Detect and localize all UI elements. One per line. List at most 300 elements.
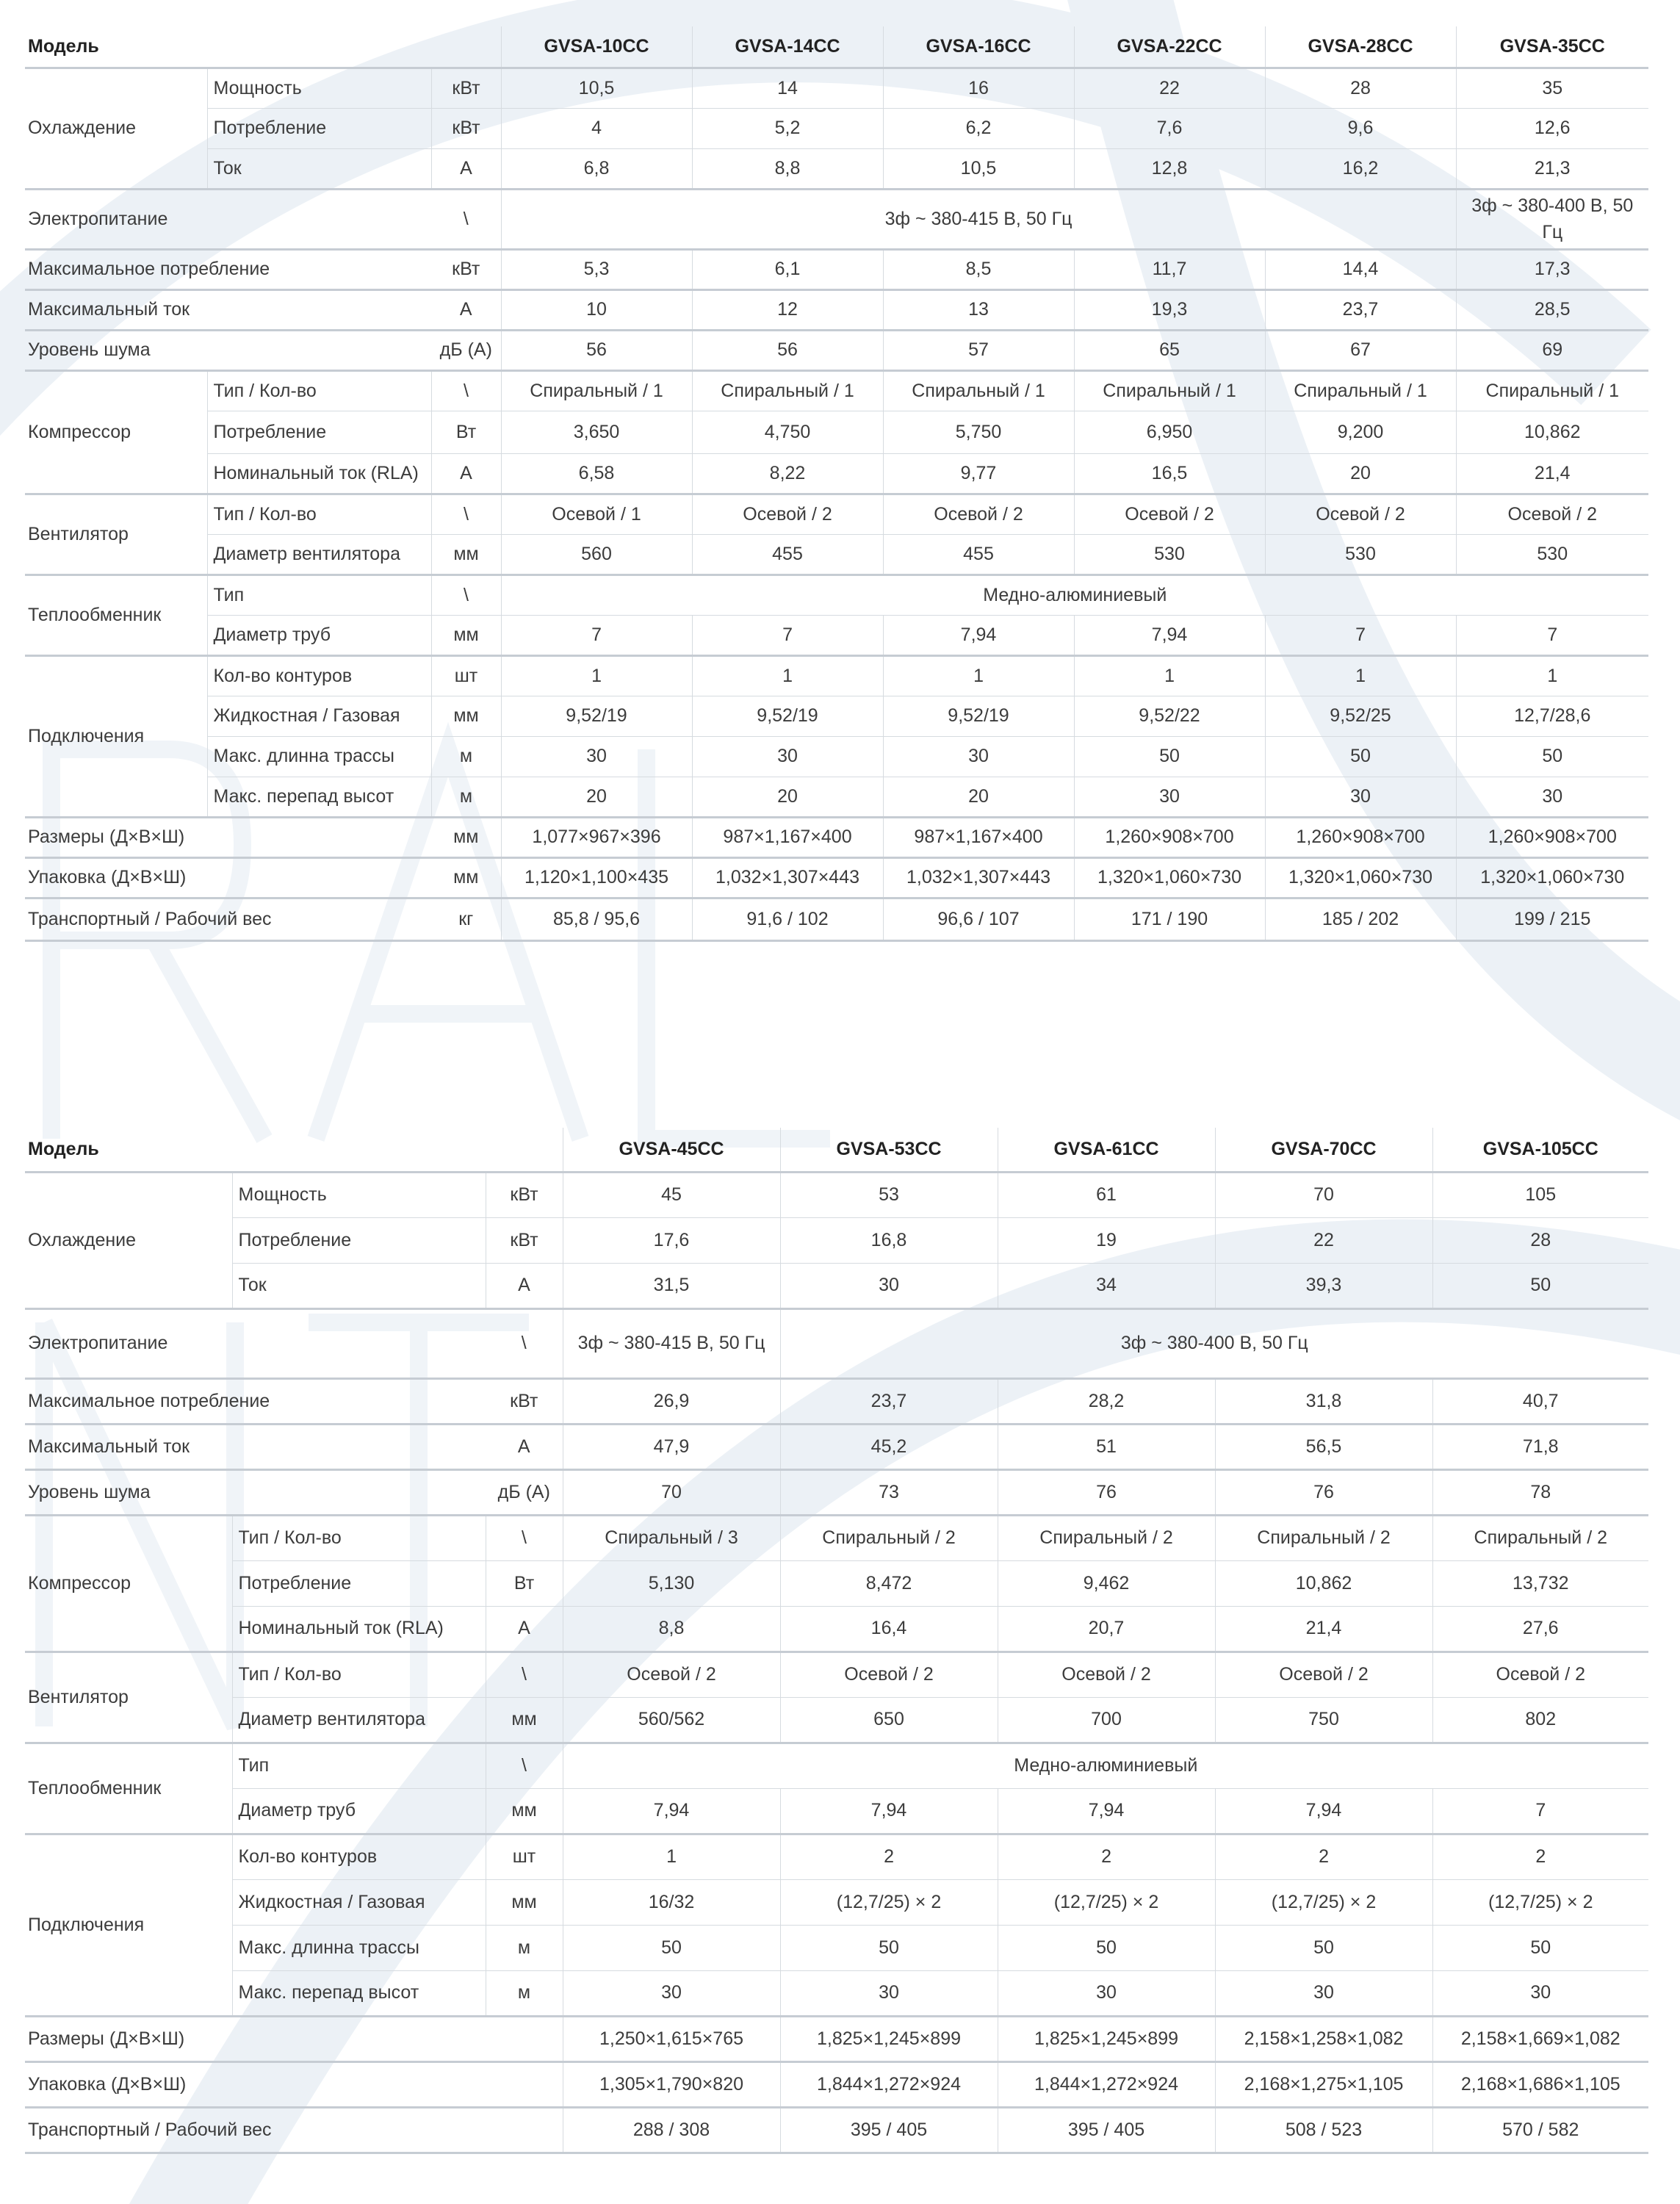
value-cell: 1	[563, 1834, 780, 1879]
value-cell: 8,8	[563, 1606, 780, 1652]
value-cell: Спиральный / 2	[780, 1515, 998, 1560]
cooling-label: Охлаждение	[25, 68, 207, 189]
param-label: Диаметр труб	[232, 1788, 486, 1834]
param-label: Тип / Кол-во	[232, 1515, 486, 1560]
value-cell: 7,94	[883, 615, 1074, 655]
value-cell: 50	[563, 1925, 780, 1970]
package-label: Упаковка (Д×В×Ш)	[25, 2061, 486, 2107]
value-cell: 7,94	[1074, 615, 1265, 655]
value-cell: 12,6	[1456, 108, 1648, 148]
value-cell: 35	[1456, 68, 1648, 108]
value-cell: 395 / 405	[780, 2107, 998, 2153]
value-cell: Спиральный / 2	[1215, 1515, 1432, 1560]
dimensions-row	[25, 2016, 1648, 2061]
value-cell: 50	[1432, 1925, 1648, 1970]
param-label: Ток	[207, 148, 431, 189]
fan-label: Вентилятор	[25, 1652, 232, 1743]
value-cell: 802	[1432, 1697, 1648, 1743]
value-cell: 50	[1215, 1925, 1432, 1970]
value-cell: Осевой / 2	[563, 1652, 780, 1697]
model-name: GVSA-28CC	[1265, 26, 1456, 68]
value-cell: 2	[1215, 1834, 1432, 1879]
param-label: Макс. перепад высот	[207, 777, 431, 817]
model-spacer	[486, 1128, 563, 1172]
compressor-label: Компрессор	[25, 370, 207, 494]
value-cell: 5,2	[692, 108, 883, 148]
value-cell: 185 / 202	[1265, 898, 1456, 940]
value-cell: 7	[501, 615, 692, 655]
value-cell: 1,320×1,060×730	[1456, 857, 1648, 898]
value-cell: 47,9	[563, 1424, 780, 1469]
unit-label: кг	[431, 898, 501, 940]
value-cell: 40,7	[1432, 1378, 1648, 1424]
value-cell: 21,3	[1456, 148, 1648, 189]
unit-label: мм	[431, 817, 501, 857]
value-cell: 1	[501, 655, 692, 696]
value-cell: 34	[998, 1263, 1215, 1308]
param-label: Диаметр вентилятора	[232, 1697, 486, 1743]
model-name: GVSA-16CC	[883, 26, 1074, 68]
value-cell: 7	[1265, 615, 1456, 655]
value-cell: 700	[998, 1697, 1215, 1743]
value-cell: 1,032×1,307×443	[692, 857, 883, 898]
cooling-capacity-row	[25, 1172, 1648, 1217]
value-cell: 22	[1074, 68, 1265, 108]
unit-label: кВт	[431, 68, 501, 108]
max-power-row	[25, 249, 1648, 289]
value-cell: 28	[1432, 1217, 1648, 1263]
value-cell: 20	[883, 777, 1074, 817]
value-cell: 6,58	[501, 453, 692, 494]
value-cell: 53	[780, 1172, 998, 1217]
value-cell: 28	[1265, 68, 1456, 108]
package-label: Упаковка (Д×В×Ш)	[25, 857, 431, 898]
cooling-consumption-row	[25, 1217, 1648, 1263]
compressor-rla-row	[25, 1606, 1648, 1652]
value-cell: 7,94	[1215, 1788, 1432, 1834]
value-cell: 78	[1432, 1469, 1648, 1515]
value-cell: 30	[883, 736, 1074, 777]
max-current-label: Максимальный ток	[25, 289, 431, 330]
model-name: GVSA-70CC	[1215, 1128, 1432, 1172]
unit-label: А	[431, 148, 501, 189]
value-cell: 3,650	[501, 411, 692, 453]
param-label: Кол-во контуров	[207, 655, 431, 696]
value-cell: 56,5	[1215, 1424, 1432, 1469]
exchanger-label: Теплообменник	[25, 1743, 232, 1834]
power-supply-value: 3ф ~ 380-415 В, 50 Гц	[563, 1308, 780, 1378]
max-height-row	[25, 1970, 1648, 2016]
unit-label: А	[486, 1606, 563, 1652]
param-label: Макс. длинна трассы	[232, 1925, 486, 1970]
value-cell: 7,94	[998, 1788, 1215, 1834]
unit-label: м	[431, 736, 501, 777]
noise-row	[25, 1469, 1648, 1515]
value-cell: 22	[1215, 1217, 1432, 1263]
circuits-row	[25, 655, 1648, 696]
value-cell: 23,7	[1265, 289, 1456, 330]
value-cell: 1,305×1,790×820	[563, 2061, 780, 2107]
value-cell: 21,4	[1456, 453, 1648, 494]
value-cell: 2,158×1,258×1,082	[1215, 2016, 1432, 2061]
unit-label: \	[431, 494, 501, 534]
param-label: Потребление	[207, 108, 431, 148]
value-cell: (12,7/25) × 2	[780, 1879, 998, 1925]
value-cell: 508 / 523	[1215, 2107, 1432, 2153]
value-cell: (12,7/25) × 2	[1215, 1879, 1432, 1925]
unit-label: \	[486, 1743, 563, 1788]
value-cell: 50	[780, 1925, 998, 1970]
param-label: Тип / Кол-во	[232, 1652, 486, 1697]
value-cell: 1,825×1,245×899	[998, 2016, 1215, 2061]
value-cell: 1	[1074, 655, 1265, 696]
value-cell: 30	[1456, 777, 1648, 817]
value-cell: 2	[998, 1834, 1215, 1879]
fan-diameter-row	[25, 534, 1648, 575]
value-cell: Спиральный / 1	[1456, 370, 1648, 411]
value-cell: Осевой / 2	[692, 494, 883, 534]
param-label: Номинальный ток (RLA)	[207, 453, 431, 494]
value-cell: 45,2	[780, 1424, 998, 1469]
value-cell: Осевой / 2	[780, 1652, 998, 1697]
model-name: GVSA-22CC	[1074, 26, 1265, 68]
value-cell: 76	[1215, 1469, 1432, 1515]
cooling-label: Охлаждение	[25, 1172, 232, 1308]
value-cell: 56	[501, 330, 692, 370]
package-row	[25, 2061, 1648, 2107]
unit-label: м	[486, 1925, 563, 1970]
value-cell: Спиральный / 1	[1265, 370, 1456, 411]
dimensions-row	[25, 817, 1648, 857]
value-cell: 7	[1432, 1788, 1648, 1834]
value-cell: 987×1,167×400	[692, 817, 883, 857]
value-cell: 7,6	[1074, 108, 1265, 148]
unit-label: \	[486, 1652, 563, 1697]
value-cell: 26,9	[563, 1378, 780, 1424]
fan-type-row	[25, 494, 1648, 534]
param-label: Потребление	[232, 1560, 486, 1606]
value-cell: 67	[1265, 330, 1456, 370]
value-cell: 1	[1265, 655, 1456, 696]
value-cell: 650	[780, 1697, 998, 1743]
unit-label: \	[431, 575, 501, 615]
unit-label: мм	[431, 696, 501, 736]
value-cell: 28,2	[998, 1378, 1215, 1424]
value-cell: 10,5	[501, 68, 692, 108]
max-current-row	[25, 289, 1648, 330]
value-cell: 530	[1456, 534, 1648, 575]
model-header-row	[25, 26, 1648, 68]
value-cell: 9,462	[998, 1560, 1215, 1606]
value-cell: 30	[780, 1263, 998, 1308]
value-cell: 70	[563, 1469, 780, 1515]
value-cell: Осевой / 2	[1215, 1652, 1432, 1697]
unit-label: дБ (А)	[431, 330, 501, 370]
value-cell: 16/32	[563, 1879, 780, 1925]
compressor-rla-row	[25, 453, 1648, 494]
value-cell: 1,077×967×396	[501, 817, 692, 857]
value-cell: 19	[998, 1217, 1215, 1263]
value-cell: 6,950	[1074, 411, 1265, 453]
value-cell: 56	[692, 330, 883, 370]
dimensions-label: Размеры (Д×В×Ш)	[25, 2016, 486, 2061]
value-cell: 1,844×1,272×924	[998, 2061, 1215, 2107]
value-cell: 455	[692, 534, 883, 575]
value-cell: 1,120×1,100×435	[501, 857, 692, 898]
power-supply-row	[25, 1308, 1648, 1378]
value-cell: 50	[1456, 736, 1648, 777]
value-cell: (12,7/25) × 2	[998, 1879, 1215, 1925]
unit-label: кВт	[431, 108, 501, 148]
value-cell: 1,032×1,307×443	[883, 857, 1074, 898]
value-cell: 7	[1456, 615, 1648, 655]
value-cell: 30	[563, 1970, 780, 2016]
exchanger-label: Теплообменник	[25, 575, 207, 655]
max-current-row	[25, 1424, 1648, 1469]
value-cell: 1	[883, 655, 1074, 696]
value-cell: Спиральный / 2	[1432, 1515, 1648, 1560]
connections-label: Подключения	[25, 1834, 232, 2016]
value-cell: 1,825×1,245×899	[780, 2016, 998, 2061]
unit-label: А	[431, 289, 501, 330]
power-supply-row	[25, 189, 1648, 249]
max-height-row	[25, 777, 1648, 817]
unit-label: Вт	[486, 1560, 563, 1606]
model-name: GVSA-10CC	[501, 26, 692, 68]
unit-label: А	[486, 1263, 563, 1308]
value-cell: 30	[1265, 777, 1456, 817]
value-cell: 91,6 / 102	[692, 898, 883, 940]
max-power-row	[25, 1378, 1648, 1424]
value-cell: 14	[692, 68, 883, 108]
circuits-row	[25, 1834, 1648, 1879]
value-cell: 57	[883, 330, 1074, 370]
param-label: Мощность	[232, 1172, 486, 1217]
unit-label: мм	[431, 857, 501, 898]
value-cell: 31,5	[563, 1263, 780, 1308]
weight-row	[25, 898, 1648, 940]
value-cell: 1	[692, 655, 883, 696]
value-cell: 30	[998, 1970, 1215, 2016]
value-cell: 570 / 582	[1432, 2107, 1648, 2153]
value-cell: 1,260×908×700	[1265, 817, 1456, 857]
value-cell: 30	[692, 736, 883, 777]
exchanger-type-value: Медно-алюминиевый	[563, 1743, 1648, 1788]
value-cell: 21,4	[1215, 1606, 1432, 1652]
value-cell: 8,5	[883, 249, 1074, 289]
value-cell: 4	[501, 108, 692, 148]
value-cell: 5,130	[563, 1560, 780, 1606]
param-label: Жидкостная / Газовая	[207, 696, 431, 736]
value-cell: 199 / 215	[1456, 898, 1648, 940]
value-cell: 10,5	[883, 148, 1074, 189]
value-cell: 20	[1265, 453, 1456, 494]
unit-label: \	[486, 1515, 563, 1560]
value-cell: 1,250×1,615×765	[563, 2016, 780, 2061]
model-name: GVSA-53CC	[780, 1128, 998, 1172]
value-cell: 19,3	[1074, 289, 1265, 330]
value-cell: 560/562	[563, 1697, 780, 1743]
unit-label	[486, 2016, 563, 2061]
value-cell: 1,320×1,060×730	[1074, 857, 1265, 898]
model-header-row	[25, 1128, 1648, 1172]
value-cell: 750	[1215, 1697, 1432, 1743]
unit-label	[486, 2107, 563, 2153]
value-cell: 20	[692, 777, 883, 817]
spec-table-2	[25, 1128, 1648, 2154]
param-label: Тип / Кол-во	[207, 370, 431, 411]
cooling-capacity-row	[25, 68, 1648, 108]
param-label: Номинальный ток (RLA)	[232, 1606, 486, 1652]
value-cell: 9,52/19	[883, 696, 1074, 736]
model-label: Модель	[25, 26, 501, 68]
value-cell: 13	[883, 289, 1074, 330]
value-cell: 30	[1215, 1970, 1432, 2016]
value-cell: 5,3	[501, 249, 692, 289]
value-cell: 50	[1074, 736, 1265, 777]
value-cell: 8,22	[692, 453, 883, 494]
value-cell: 76	[998, 1469, 1215, 1515]
value-cell: 9,77	[883, 453, 1074, 494]
power-supply-value: 3ф ~ 380-400 В, 50 Гц	[780, 1308, 1648, 1378]
value-cell: 2	[1432, 1834, 1648, 1879]
value-cell: 9,52/25	[1265, 696, 1456, 736]
fan-type-row	[25, 1652, 1648, 1697]
value-cell: 9,200	[1265, 411, 1456, 453]
max-current-label: Максимальный ток	[25, 1424, 486, 1469]
value-cell: 10	[501, 289, 692, 330]
model-name: GVSA-45CC	[563, 1128, 780, 1172]
value-cell: Осевой / 2	[1074, 494, 1265, 534]
pipe-diameter-row	[25, 615, 1648, 655]
param-label: Потребление	[232, 1217, 486, 1263]
connections-label: Подключения	[25, 655, 207, 817]
value-cell: 16,2	[1265, 148, 1456, 189]
value-cell: Спиральный / 1	[1074, 370, 1265, 411]
weight-row	[25, 2107, 1648, 2153]
unit-label: м	[431, 777, 501, 817]
unit-label: мм	[486, 1788, 563, 1834]
value-cell: 17,6	[563, 1217, 780, 1263]
value-cell: 7,94	[563, 1788, 780, 1834]
value-cell: 16	[883, 68, 1074, 108]
noise-label: Уровень шума	[25, 330, 431, 370]
value-cell: 7	[692, 615, 883, 655]
value-cell: 31,8	[1215, 1378, 1432, 1424]
unit-label: мм	[431, 615, 501, 655]
unit-label: кВт	[486, 1217, 563, 1263]
unit-label: \	[486, 1308, 563, 1378]
value-cell: Спиральный / 1	[883, 370, 1074, 411]
value-cell: Спиральный / 2	[998, 1515, 1215, 1560]
value-cell: 17,3	[1456, 249, 1648, 289]
exchanger-type-value: Медно-алюминиевый	[501, 575, 1648, 615]
value-cell: 12,8	[1074, 148, 1265, 189]
max-power-label: Максимальное потребление	[25, 1378, 486, 1424]
power-supply-label: Электропитание	[25, 1308, 486, 1378]
value-cell: 30	[780, 1970, 998, 2016]
value-cell: 50	[1265, 736, 1456, 777]
value-cell: 288 / 308	[563, 2107, 780, 2153]
model-label: Модель	[25, 1128, 486, 1172]
unit-label: А	[431, 453, 501, 494]
value-cell: Осевой / 2	[1456, 494, 1648, 534]
value-cell: 8,472	[780, 1560, 998, 1606]
unit-label: мм	[431, 534, 501, 575]
power-supply-value: 3ф ~ 380-415 В, 50 Гц	[501, 189, 1456, 249]
max-length-row	[25, 736, 1648, 777]
value-cell: 1,320×1,060×730	[1265, 857, 1456, 898]
value-cell: 9,52/19	[501, 696, 692, 736]
value-cell: Осевой / 2	[1432, 1652, 1648, 1697]
value-cell: 560	[501, 534, 692, 575]
value-cell: Спиральный / 1	[501, 370, 692, 411]
value-cell: Осевой / 2	[1265, 494, 1456, 534]
exchanger-type-row	[25, 575, 1648, 615]
unit-label: \	[431, 189, 501, 249]
value-cell: 171 / 190	[1074, 898, 1265, 940]
value-cell: 28,5	[1456, 289, 1648, 330]
cooling-consumption-row	[25, 108, 1648, 148]
power-supply-value: 3ф ~ 380-400 В, 50 Гц	[1456, 189, 1648, 249]
value-cell: 14,4	[1265, 249, 1456, 289]
value-cell: 69	[1456, 330, 1648, 370]
value-cell: 9,52/22	[1074, 696, 1265, 736]
weight-label: Транспортный / Рабочий вес	[25, 898, 431, 940]
value-cell: 1	[1456, 655, 1648, 696]
compressor-power-row	[25, 411, 1648, 453]
exchanger-type-row	[25, 1743, 1648, 1788]
value-cell: 30	[1432, 1970, 1648, 2016]
value-cell: 2,158×1,669×1,082	[1432, 2016, 1648, 2061]
unit-label: дБ (А)	[486, 1469, 563, 1515]
model-name: GVSA-105CC	[1432, 1128, 1648, 1172]
value-cell: 30	[501, 736, 692, 777]
fan-diameter-row	[25, 1697, 1648, 1743]
value-cell: 12,7/28,6	[1456, 696, 1648, 736]
value-cell: 13,732	[1432, 1560, 1648, 1606]
value-cell: 2,168×1,686×1,105	[1432, 2061, 1648, 2107]
liquid-gas-row	[25, 1879, 1648, 1925]
weight-label: Транспортный / Рабочий вес	[25, 2107, 486, 2153]
param-label: Ток	[232, 1263, 486, 1308]
param-label: Диаметр труб	[207, 615, 431, 655]
unit-label: шт	[431, 655, 501, 696]
param-label: Тип	[232, 1743, 486, 1788]
param-label: Макс. длинна трассы	[207, 736, 431, 777]
unit-label: мм	[486, 1697, 563, 1743]
unit-label: Вт	[431, 411, 501, 453]
value-cell: Осевой / 1	[501, 494, 692, 534]
value-cell: 65	[1074, 330, 1265, 370]
power-supply-label: Электропитание	[25, 189, 431, 249]
param-label: Макс. перепад высот	[232, 1970, 486, 2016]
max-length-row	[25, 1925, 1648, 1970]
value-cell: 9,52/19	[692, 696, 883, 736]
cooling-current-row	[25, 1263, 1648, 1308]
value-cell: 395 / 405	[998, 2107, 1215, 2153]
package-row	[25, 857, 1648, 898]
value-cell: 20,7	[998, 1606, 1215, 1652]
param-label: Кол-во контуров	[232, 1834, 486, 1879]
value-cell: 85,8 / 95,6	[501, 898, 692, 940]
model-name: GVSA-35CC	[1456, 26, 1648, 68]
value-cell: 51	[998, 1424, 1215, 1469]
value-cell: 8,8	[692, 148, 883, 189]
value-cell: 27,6	[1432, 1606, 1648, 1652]
param-label: Потребление	[207, 411, 431, 453]
noise-label: Уровень шума	[25, 1469, 486, 1515]
